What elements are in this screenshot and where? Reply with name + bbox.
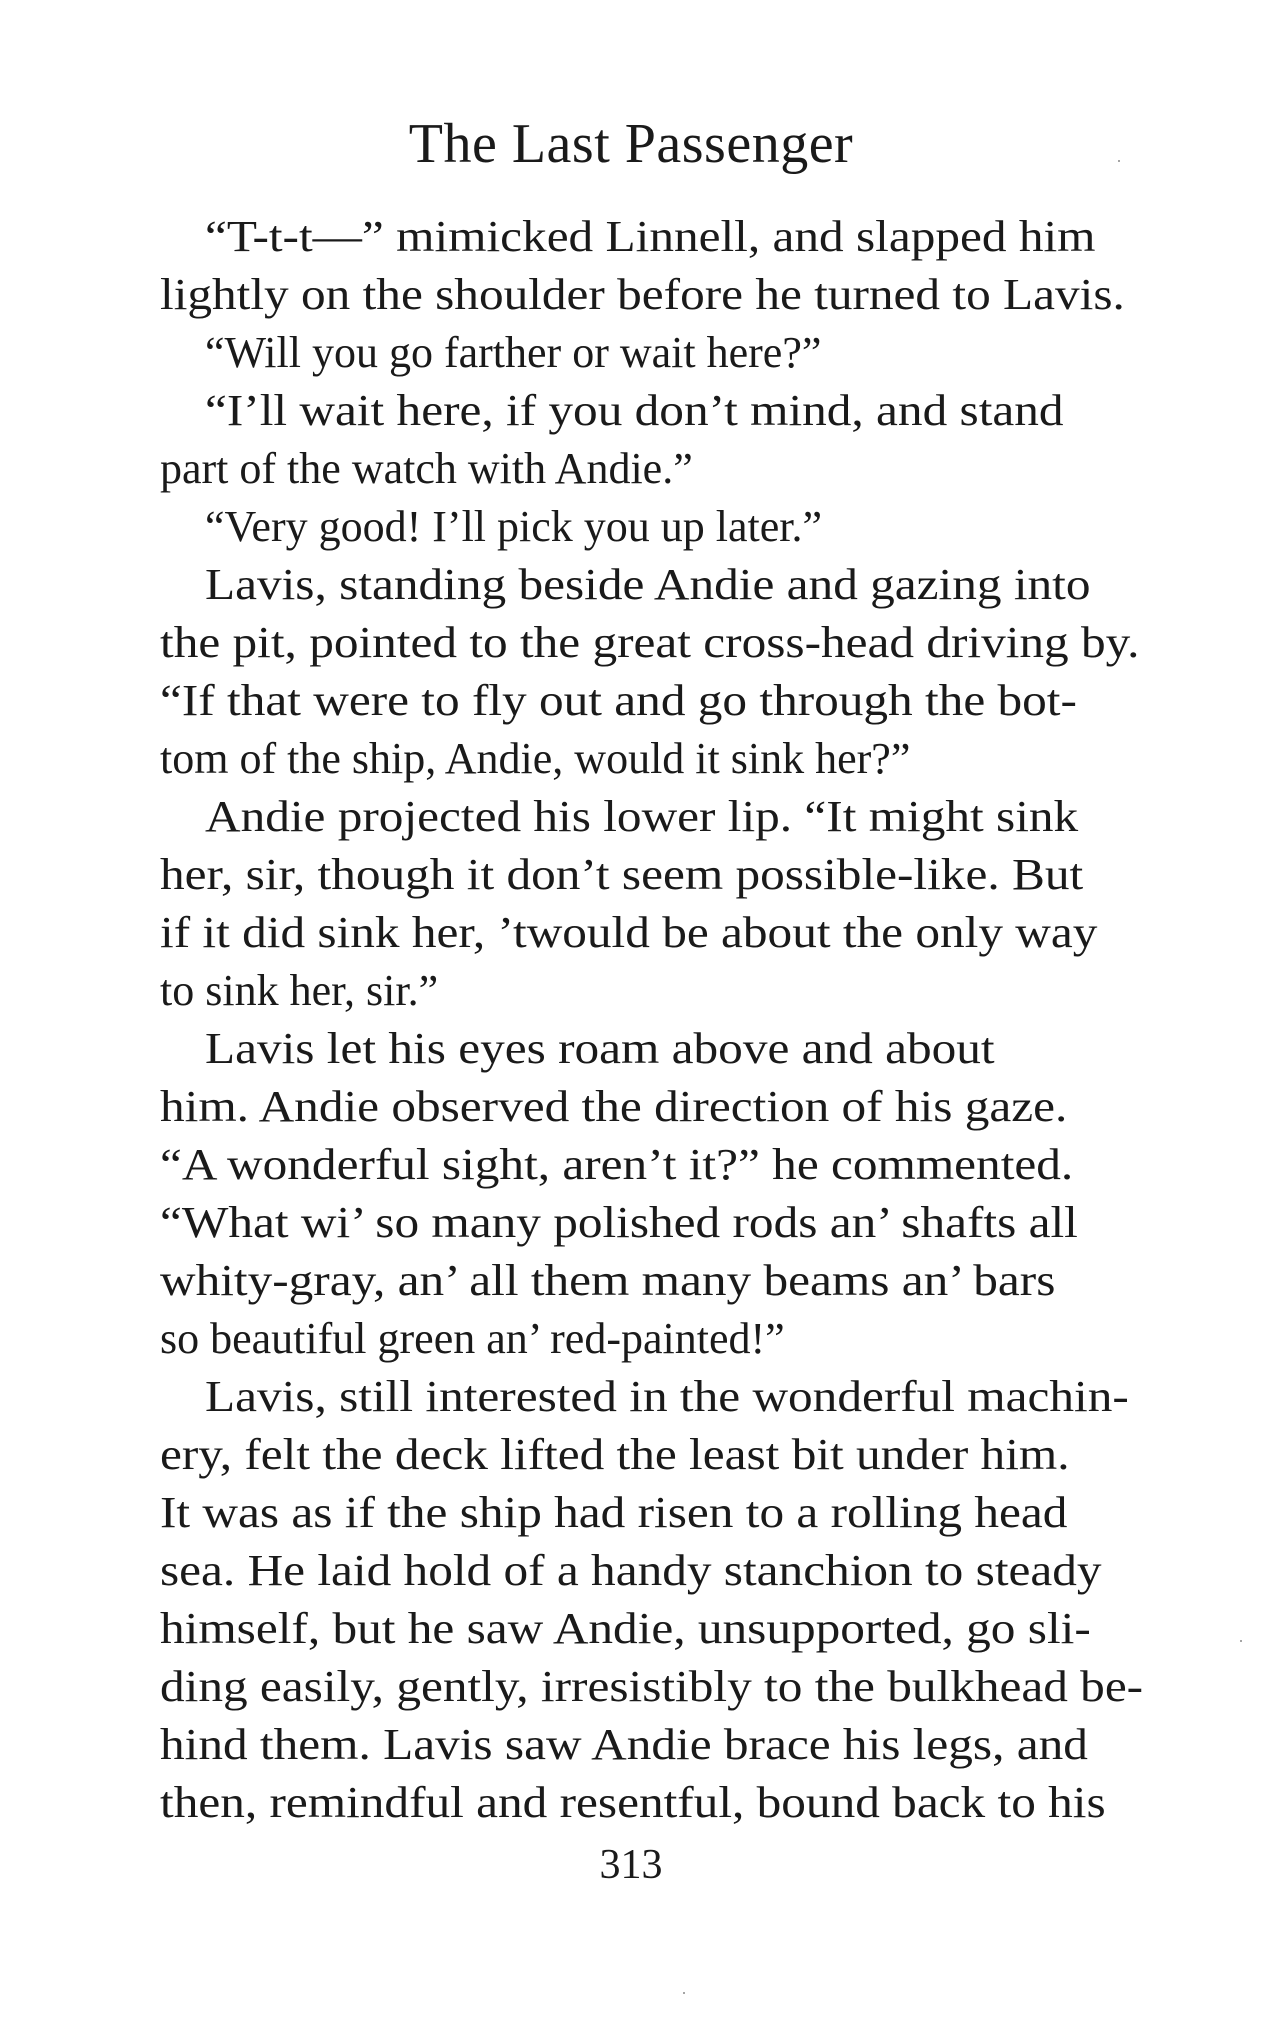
page-number: 313 xyxy=(599,1842,663,1888)
text-line-content: ding easily, gently, irresistibly to the bulkhead be- xyxy=(160,1662,1144,1711)
body-text xyxy=(160,208,1160,1832)
text-line-content: so beautiful green an’ red-painted!” xyxy=(160,1314,785,1363)
text-line xyxy=(160,1658,1160,1716)
paper-speck xyxy=(1240,1640,1242,1642)
running-head: The Last Passenger xyxy=(408,113,854,175)
text-line-content: if it did sink her, ’twould be about the only way xyxy=(160,908,1098,957)
text-line-content: sea. He laid hold of a handy stanchion to steady xyxy=(160,1546,1102,1595)
text-line-content: the pit, pointed to the great cross-head driving by. xyxy=(160,618,1140,667)
text-line-content: then, remindful and resentful, bound back to his xyxy=(160,1778,1106,1827)
text-line xyxy=(160,1774,1160,1832)
text-line xyxy=(160,1136,1160,1194)
text-line xyxy=(160,1310,1160,1368)
text-line xyxy=(160,1078,1160,1136)
text-line-content: Lavis, still interested in the wonderful machin- xyxy=(205,1372,1129,1421)
text-line-content: tom of the ship, Andie, would it sink her?” xyxy=(160,734,911,783)
text-line xyxy=(160,962,1160,1020)
paper-speck xyxy=(1118,160,1120,162)
text-line xyxy=(160,1252,1160,1310)
text-line-content: Lavis let his eyes roam above and about xyxy=(205,1024,995,1073)
text-line xyxy=(160,1600,1160,1658)
text-line-content: Lavis, standing beside Andie and gazing into xyxy=(205,560,1091,609)
text-line-content: lightly on the shoulder before he turned to Lavis. xyxy=(160,270,1125,319)
text-line-content: him. Andie observed the direction of his gaze. xyxy=(160,1082,1068,1131)
text-line-content: whity-gray, an’ all them many beams an’ bars xyxy=(160,1256,1056,1305)
text-line xyxy=(160,1716,1160,1774)
text-line-content: “Will you go farther or wait here?” xyxy=(205,328,822,377)
text-line xyxy=(160,266,1160,324)
text-line xyxy=(160,1020,1160,1078)
text-line-content: himself, but he saw Andie, unsupported, go sli- xyxy=(160,1604,1091,1653)
text-line-content: It was as if the ship had risen to a rolling head xyxy=(160,1488,1068,1537)
text-line-content: to sink her, sir.” xyxy=(160,966,439,1015)
text-line-content: “T-t-t—” mimicked Linnell, and slapped him xyxy=(205,212,1096,261)
text-line-content: “What wi’ so many polished rods an’ shafts all xyxy=(160,1198,1078,1247)
text-line-content: ery, felt the deck lifted the least bit under him. xyxy=(160,1430,1070,1479)
text-line xyxy=(160,788,1160,846)
text-line xyxy=(160,440,1160,498)
paper-speck xyxy=(683,1992,685,1994)
text-line-content: “I’ll wait here, if you don’t mind, and stand xyxy=(205,386,1064,435)
text-line xyxy=(160,846,1160,904)
text-line xyxy=(160,324,1160,382)
text-line xyxy=(160,614,1160,672)
text-line xyxy=(160,498,1160,556)
text-line xyxy=(160,1194,1160,1252)
text-line-content: her, sir, though it don’t seem possible-like. But xyxy=(160,850,1084,899)
text-line xyxy=(160,1368,1160,1426)
text-line xyxy=(160,1426,1160,1484)
text-line xyxy=(160,1484,1160,1542)
text-line xyxy=(160,730,1160,788)
text-line xyxy=(160,1542,1160,1600)
text-line xyxy=(160,672,1160,730)
text-line-content: “Very good! I’ll pick you up later.” xyxy=(205,502,823,551)
text-line xyxy=(160,208,1160,266)
text-line-content: “A wonderful sight, aren’t it?” he commented. xyxy=(160,1140,1074,1189)
text-line-content: part of the watch with Andie.” xyxy=(160,444,693,493)
text-line xyxy=(160,556,1160,614)
text-line-content: Andie projected his lower lip. “It might sink xyxy=(205,792,1079,841)
text-line-content: “If that were to fly out and go through the bot- xyxy=(160,676,1077,725)
text-line xyxy=(160,382,1160,440)
text-line-content: hind them. Lavis saw Andie brace his legs, and xyxy=(160,1720,1088,1769)
text-line xyxy=(160,904,1160,962)
